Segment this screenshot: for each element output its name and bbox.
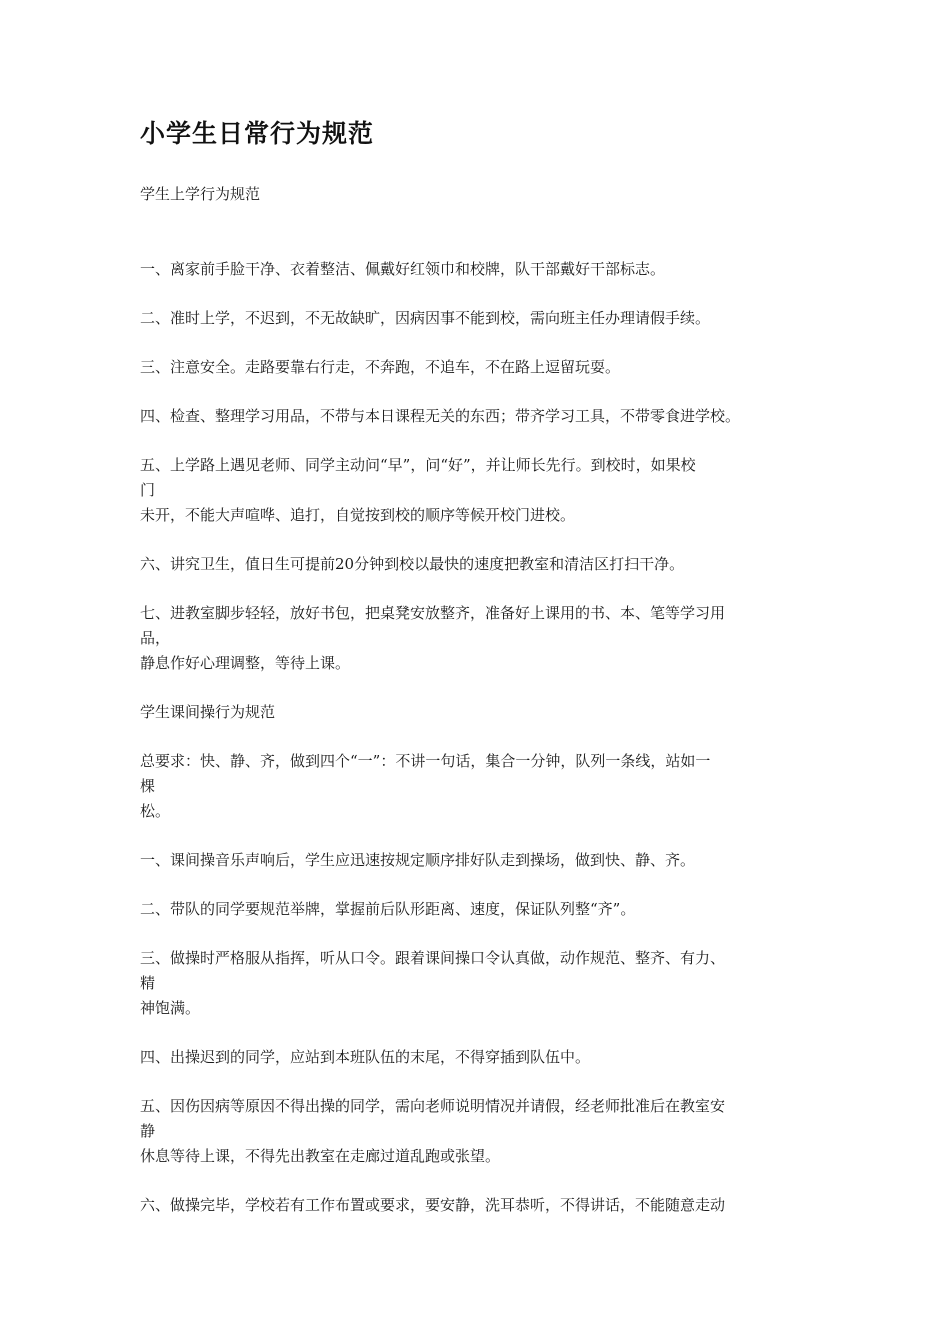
section-heading-exercise: 学生课间操行为规范 — [140, 703, 276, 721]
rule-line: 二、带队的同学要规范举牌，掌握前后队形距离、速度，保证队列整“齐”。 — [140, 900, 636, 918]
document-title: 小学生日常行为规范 — [140, 119, 375, 148]
rule-line: 五、因伤因病等原因不得出操的同学，需向老师说明情况并请假，经老师批准后在教室安 — [140, 1097, 726, 1115]
rule-line-wrap: 品， — [140, 629, 171, 647]
rule-line: 二、准时上学，不迟到，不无故缺旷，因病因事不能到校，需向班主任办理请假手续。 — [140, 309, 711, 327]
rule-line: 五、上学路上遇见老师、同学主动问“早”，问“好”，并让师长先行。到校时，如果校 — [140, 456, 696, 474]
section-heading-school-arrival: 学生上学行为规范 — [140, 185, 261, 203]
rule-line-continued: 神饱满。 — [140, 999, 201, 1017]
rule-line: 四、出操迟到的同学，应站到本班队伍的末尾，不得穿插到队伍中。 — [140, 1048, 591, 1066]
rule-line-continued: 松。 — [140, 802, 171, 820]
rule-line: 一、离家前手脸干净、衣着整洁、佩戴好红领巾和校牌，队干部戴好干部标志。 — [140, 260, 666, 278]
rule-line-wrap: 精 — [140, 974, 156, 992]
rule-line-wrap: 静 — [140, 1122, 156, 1140]
rule-line: 六、做操完毕，学校若有工作布置或要求，要安静，洗耳恭听，不得讲话，不能随意走动 — [140, 1196, 726, 1214]
rule-line: 三、做操时严格服从指挥，听从口令。跟着课间操口令认真做，动作规范、整齐、有力、 — [140, 949, 726, 967]
rule-line-wrap: 棵 — [140, 777, 156, 795]
rule-line: 六、讲究卫生，值日生可提前20分钟到校以最快的速度把教室和清洁区打扫干净。 — [140, 555, 685, 573]
general-requirement-line: 总要求：快、静、齐，做到四个“一”：不讲一句话，集合一分钟，队列一条线，站如一 — [140, 752, 711, 770]
rule-line: 三、注意安全。走路要靠右行走，不奔跑，不追车，不在路上逗留玩耍。 — [140, 358, 621, 376]
rule-line-continued: 休息等待上课，不得先出教室在走廊过道乱跑或张望。 — [140, 1147, 501, 1165]
rule-line-wrap: 门 — [140, 481, 156, 499]
rule-line: 七、进教室脚步轻轻，放好书包，把桌凳安放整齐，准备好上课用的书、本、笔等学习用 — [140, 604, 726, 622]
rule-line-continued: 未开，不能大声喧哗、追打，自觉按到校的顺序等候开校门进校。 — [140, 506, 576, 524]
rule-line-continued: 静息作好心理调整，等待上课。 — [140, 654, 351, 672]
rule-line: 四、检查、整理学习用品，不带与本日课程无关的东西；带齐学习工具，不带零食进学校。 — [140, 407, 741, 425]
rule-line: 一、课间操音乐声响后，学生应迅速按规定顺序排好队走到操场，做到快、静、齐。 — [140, 851, 696, 869]
